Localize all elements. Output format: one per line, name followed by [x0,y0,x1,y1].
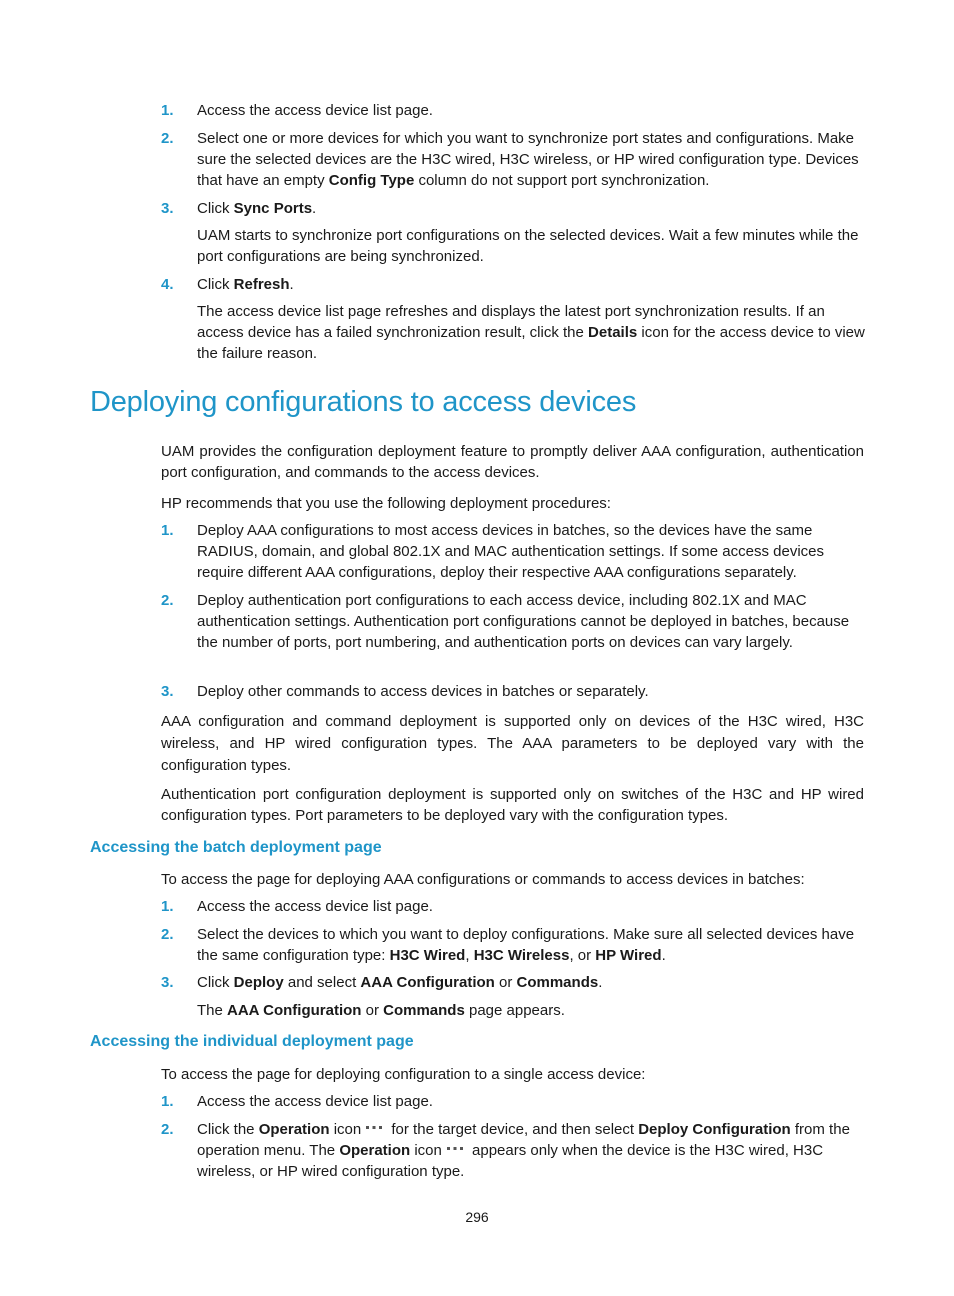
batch-intro: To access the page for deploying AAA configurations or commands to access devices in batches: [161,871,805,888]
aaa-note: AAA configuration and command deployment is supported only on devices of the H3C wired, H3C wireless, and HP wired configuration types. The AAA parameters to be deployed vary with the configuration types. [161,713,864,774]
procedure-number: 1. [161,522,174,539]
intro-paragraph: UAM provides the configuration deployment feature to promptly deliver AAA configuration, authentication port configuration, and commands to the access devices. [161,443,864,481]
step-text: Access the access device list page. [197,1093,433,1110]
step-number: 1. [161,898,174,915]
procedure-number: 3. [161,683,174,700]
step-number: 3. [161,200,174,217]
step-text: Click Sync Ports. [197,200,317,217]
step-text: Select one or more devices for which you want to synchronize port states and configurations. Make sure the selected devices are the H3C wired, H3C wireless, or HP wired configuration type. Devices that have an empty Config Type column do not support port synchronization. [197,130,859,189]
step-number: 1. [161,102,174,119]
step-note: UAM starts to synchronize port configurations on the selected devices. Wait a few minutes while the port configurations are being synchronized. [197,227,859,265]
procedure-text: Deploy authentication port configurations to each access device, including 802.1X and MAC authentication settings. Authentication port configurations cannot be deployed in batches, because the number of ports, port numbering, and authentication ports on devices can vary largely. [197,592,850,651]
recommend-paragraph: HP recommends that you use the following deployment procedures: [161,495,611,512]
individual-intro: To access the page for deploying configuration to a single access device: [161,1066,646,1083]
step-number: 3. [161,974,174,991]
step-text: Click Deploy and select AAA Configuration or Commands. [197,974,603,991]
step-note: The AAA Configuration or Commands page appears. [197,1002,565,1019]
auth-note: Authentication port configuration deployment is supported only on switches of the H3C and HP wired configuration types. Port parameters to be deployed vary with the configuration types. [161,786,864,824]
step-text: Click Refresh. [197,276,294,293]
section-heading: Deploying configurations to access devices [90,386,637,418]
page-number: 296 [465,1209,489,1225]
step-number: 2. [161,926,174,943]
procedure-text: Deploy AAA configurations to most access devices in batches, so the devices have the same RADIUS, domain, and global 802.1X and MAC authentication settings. If some access devices require different AAA configurations, deploy their respective AAA configurations separately. [197,522,825,581]
procedure-number: 2. [161,592,174,609]
step-number: 1. [161,1093,174,1110]
step-text: Access the access device list page. [197,102,433,119]
procedure-text: Deploy other commands to access devices in batches or separately. [197,683,649,700]
subsection-heading-batch: Accessing the batch deployment page [90,839,382,856]
step-number: 2. [161,1121,174,1138]
step-text: Click the Operation icon for the target device, and then select Deploy Configuration from the operation menu. The Operation icon appears only when the device is the H3C wired, H3C wireless, or HP wired configuration type. [197,1121,850,1180]
ellipsis-icon [365,1122,383,1132]
step-number: 4. [161,276,174,293]
subsection-heading-individual: Accessing the individual deployment page [90,1033,414,1050]
step-text: Select the devices to which you want to deploy configurations. Make sure all selected devices have the same configuration type: H3C Wired, H3C Wireless, or HP Wired. [197,926,855,964]
step-note: The access device list page refreshes and displays the latest port synchronization results. If an access device has a failed synchronization result, click the Details icon for the access device to view the failure reason. [197,303,865,362]
step-text: Access the access device list page. [197,898,433,915]
ellipsis-icon [446,1143,464,1153]
step-number: 2. [161,130,174,147]
